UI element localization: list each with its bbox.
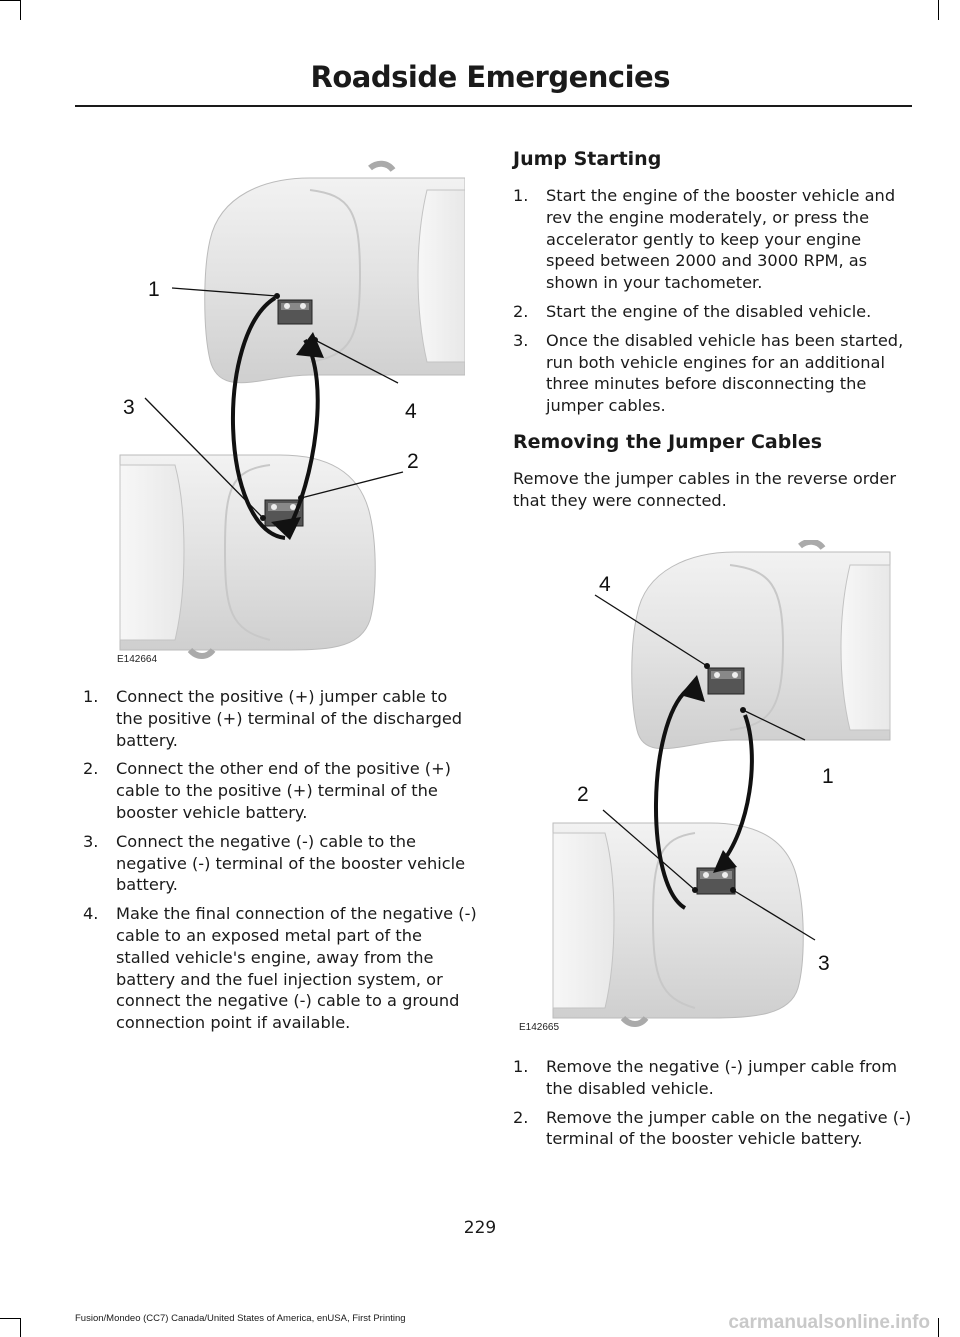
watermark: carmanualsonline.info (728, 1312, 930, 1333)
footer-text: Fusion/Mondeo (CC7) Canada/United States of America, enUSA, First Printing (75, 1313, 406, 1324)
crop-mark (20, 1318, 21, 1337)
removing-intro: Remove the jumper cables in the reverse order that they were connected. (513, 469, 897, 510)
list-item: 2. Connect the other end of the positive (+) cable to the positive (+) terminal of the booster vehicle battery. (83, 759, 451, 822)
crop-mark (938, 0, 939, 20)
list-item: 3. Once the disabled vehicle has been started, run both vehicle engines for an additional three minutes before disconnecting the jumper cables. (513, 330, 904, 416)
callout-1: 1 (148, 278, 160, 301)
booster-vehicle (120, 455, 375, 656)
crop-mark (0, 0, 20, 1)
page-title: Roadside Emergencies (310, 60, 670, 94)
callout-3: 3 (818, 952, 830, 975)
list-item: 2. Remove the jumper cable on the negative (-) terminal of the booster vehicle battery. (513, 1107, 912, 1149)
list-item: 4. Make the final connection of the negative (-) cable to an exposed metal part of the stalled vehicle's engine, away from the battery and the fuel injection system, or connect the negative (-) cable to a ground connection point if available. (83, 904, 477, 1033)
callout-1: 1 (822, 765, 834, 788)
callout-3: 3 (123, 396, 135, 419)
callout-2: 2 (577, 783, 589, 806)
booster-vehicle (553, 823, 803, 1024)
figure-code: E142664 (117, 654, 158, 665)
list-item: 2. Start the engine of the disabled vehicle. (513, 301, 872, 321)
section-heading-jump-starting: Jump Starting (513, 148, 662, 170)
disabled-battery (708, 668, 744, 694)
remove-steps-list (513, 1056, 913, 1157)
list-item: 1. Remove the negative (-) jumper cable from the disabled vehicle. (513, 1057, 898, 1098)
connect-steps-list (83, 686, 478, 1041)
disabled-battery (278, 300, 312, 324)
crop-mark (938, 1318, 939, 1337)
list-item: 1. Start the engine of the booster vehicle and rev the engine moderately, or press the accelerator gently to keep your engine speed between 2000 and 3000 RPM, as shown in your tachometer. (513, 186, 896, 293)
callout-2: 2 (407, 450, 419, 473)
title-rule (75, 105, 912, 107)
jump-start-removal-diagram (515, 540, 895, 1040)
section-heading-removing: Removing the Jumper Cables (513, 431, 823, 453)
callout-4: 4 (405, 400, 417, 423)
figure-code: E142665 (519, 1022, 560, 1033)
callout-4: 4 (599, 573, 611, 596)
figure-jumper-removal (515, 540, 895, 1040)
list-item: 3. Connect the negative (-) cable to the negative (-) terminal of the booster vehicle battery. (83, 831, 466, 895)
crop-mark (20, 0, 21, 20)
figure-jumper-connection (115, 150, 465, 665)
jump-steps-list (513, 185, 913, 424)
crop-mark (0, 1318, 20, 1319)
page-number: 229 (463, 1218, 497, 1238)
list-item: 1. Connect the positive (+) jumper cable to the positive (+) terminal of the discharged battery. (83, 687, 463, 750)
